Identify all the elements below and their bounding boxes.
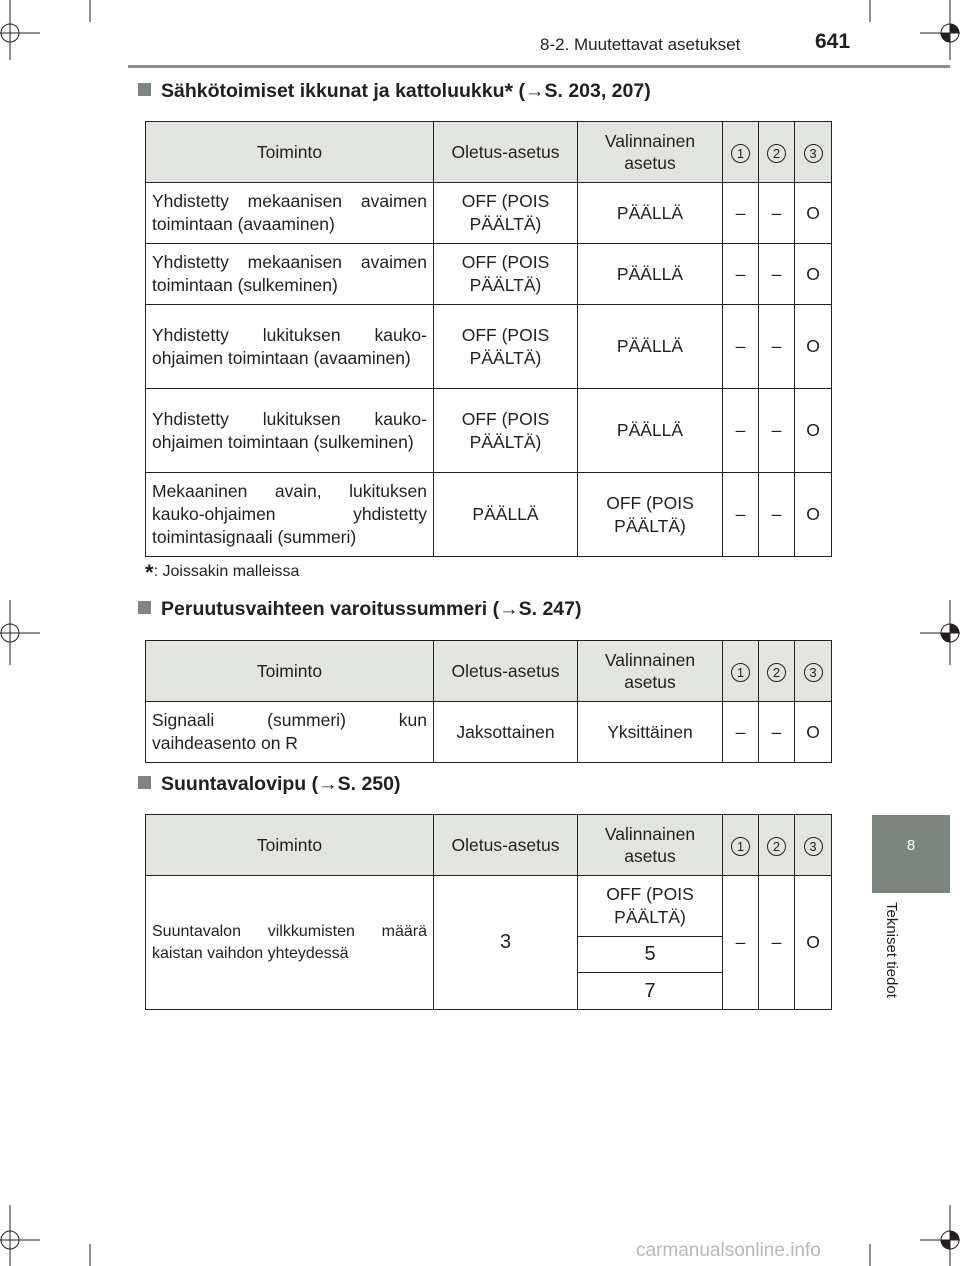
chapter-tab xyxy=(872,815,950,893)
circled-2-icon: 2 xyxy=(767,663,786,682)
footnote xyxy=(145,560,300,585)
footnote-text: : Joissakin malleissa xyxy=(153,563,300,580)
col-default: Oletus-asetus xyxy=(434,815,578,876)
row-c3: O xyxy=(795,702,832,763)
table-row xyxy=(146,702,832,763)
col-optional: Valinnainen asetus xyxy=(578,122,723,183)
section-title: Suuntavalovipu xyxy=(161,773,307,795)
row-optional: Yksittäinen xyxy=(578,702,723,763)
chapter-label: Tekniset tiedot xyxy=(883,902,900,998)
row-c2: – xyxy=(759,305,795,389)
col-function: Toiminto xyxy=(146,641,434,702)
chapter-number: 8 xyxy=(906,837,916,854)
page-reference: (→S. 247) xyxy=(487,598,582,620)
table-row xyxy=(146,305,832,389)
row-c1: – xyxy=(723,876,759,1010)
circled-1-icon: 1 xyxy=(731,837,750,856)
row-c1: – xyxy=(723,389,759,473)
header-section-title: 8-2. Muutettavat asetukset xyxy=(540,35,741,54)
watermark: carmanualsonline.info xyxy=(636,1240,821,1261)
row-c3: O xyxy=(795,305,832,389)
section-title: Sähkötoimiset ikkunat ja kattoluukku xyxy=(161,80,505,102)
table-row xyxy=(146,473,832,557)
row-function: Signaali (summeri) kun vaihdeasento on R xyxy=(146,702,434,763)
row-c3: O xyxy=(795,244,832,305)
page-reference: (→S. 203, 207) xyxy=(513,80,651,102)
row-c3: O xyxy=(795,183,832,244)
settings-table-turn-signal xyxy=(145,814,832,1010)
circled-1-icon: 1 xyxy=(731,663,750,682)
col-optional: Valinnainen asetus xyxy=(578,815,723,876)
section-heading-turn-signal xyxy=(138,773,400,796)
row-optional: PÄÄLLÄ xyxy=(578,244,723,305)
row-default: OFF (POIS PÄÄLTÄ) xyxy=(434,183,578,244)
row-c1: – xyxy=(723,702,759,763)
row-c2: – xyxy=(759,183,795,244)
row-option: 5 xyxy=(578,937,723,973)
table-row xyxy=(146,244,832,305)
row-c2: – xyxy=(759,473,795,557)
row-optional: PÄÄLLÄ xyxy=(578,305,723,389)
settings-table-windows xyxy=(145,121,832,557)
header-divider xyxy=(128,65,950,68)
row-option: OFF (POIS PÄÄLTÄ) xyxy=(578,876,723,937)
circled-2-icon: 2 xyxy=(767,144,786,163)
row-c3: O xyxy=(795,389,832,473)
row-option: 7 xyxy=(578,973,723,1010)
row-default: OFF (POIS PÄÄLTÄ) xyxy=(434,389,578,473)
asterisk: * xyxy=(504,79,514,104)
footnote-asterisk: * xyxy=(145,560,154,585)
row-function: Yhdistetty lukituksen kauko-ohjaimen toimintaan (avaaminen) xyxy=(146,305,434,389)
section-heading-reverse-buzzer xyxy=(138,598,581,621)
row-c3: O xyxy=(795,473,832,557)
table-header xyxy=(146,815,832,876)
row-default: OFF (POIS PÄÄLTÄ) xyxy=(434,305,578,389)
row-function: Suuntavalon vilkkumisten määrä kaistan vaihdon yhteydessä xyxy=(146,876,434,1010)
row-c1: – xyxy=(723,244,759,305)
row-function: Yhdistetty mekaanisen avaimen toimintaan (avaaminen) xyxy=(146,183,434,244)
row-c2: – xyxy=(759,244,795,305)
row-c3: O xyxy=(795,876,832,1010)
row-c2: – xyxy=(759,876,795,1010)
row-function: Mekaaninen avain, lukituksen kauko-ohjaimen yhdistetty toimintasignaali (summeri) xyxy=(146,473,434,557)
circled-3-icon: 3 xyxy=(804,663,823,682)
circled-1-icon: 1 xyxy=(731,144,750,163)
bullet-square-icon xyxy=(138,776,151,789)
row-optional: PÄÄLLÄ xyxy=(578,183,723,244)
page-number: 641 xyxy=(815,30,851,53)
table-header xyxy=(146,641,832,702)
table-row xyxy=(146,389,832,473)
row-optional: OFF (POIS PÄÄLTÄ) xyxy=(578,473,723,557)
section-heading-windows xyxy=(138,80,651,103)
col-function: Toiminto xyxy=(146,122,434,183)
page-reference: (→S. 250) xyxy=(306,773,401,795)
row-default: 3 xyxy=(434,876,578,1010)
row-c1: – xyxy=(723,473,759,557)
table-header xyxy=(146,122,832,183)
table-row xyxy=(146,183,832,244)
row-default: OFF (POIS PÄÄLTÄ) xyxy=(434,244,578,305)
section-title: Peruutusvaihteen varoitussummeri xyxy=(161,598,488,620)
col-default: Oletus-asetus xyxy=(434,122,578,183)
col-default: Oletus-asetus xyxy=(434,641,578,702)
col-function: Toiminto xyxy=(146,815,434,876)
settings-table-reverse-buzzer xyxy=(145,640,832,763)
row-c2: – xyxy=(759,702,795,763)
bullet-square-icon xyxy=(138,601,151,614)
row-c2: – xyxy=(759,389,795,473)
table-row xyxy=(146,876,832,937)
bullet-square-icon xyxy=(138,83,151,96)
circled-3-icon: 3 xyxy=(804,837,823,856)
col-optional: Valinnainen asetus xyxy=(578,641,723,702)
row-function: Yhdistetty mekaanisen avaimen toimintaan (sulkeminen) xyxy=(146,244,434,305)
circled-2-icon: 2 xyxy=(767,837,786,856)
row-default: PÄÄLLÄ xyxy=(434,473,578,557)
row-optional: PÄÄLLÄ xyxy=(578,389,723,473)
row-function: Yhdistetty lukituksen kauko-ohjaimen toimintaan (sulkeminen) xyxy=(146,389,434,473)
row-c1: – xyxy=(723,305,759,389)
circled-3-icon: 3 xyxy=(804,144,823,163)
row-c1: – xyxy=(723,183,759,244)
row-default: Jaksottainen xyxy=(434,702,578,763)
